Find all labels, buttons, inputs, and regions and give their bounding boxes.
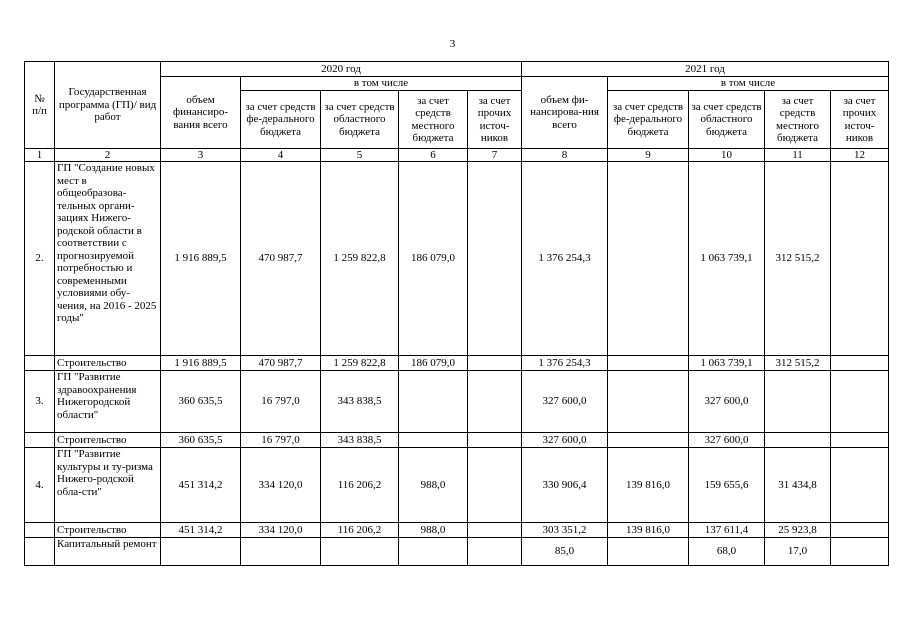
value-cell: 327 600,0 xyxy=(522,433,608,448)
value-cell xyxy=(608,356,689,371)
table-row xyxy=(25,523,889,538)
header-federal-2021: за счет средств фе-дерального бюджета xyxy=(608,91,689,149)
value-cell xyxy=(608,162,689,356)
column-number: 3 xyxy=(161,149,241,162)
value-cell: 312 515,2 xyxy=(765,162,831,356)
header-regional-2020: за счет средств областного бюджета xyxy=(321,91,399,149)
value-cell xyxy=(468,162,522,356)
page-number: 3 xyxy=(449,38,456,50)
value-cell: 312 515,2 xyxy=(765,356,831,371)
value-cell xyxy=(468,523,522,538)
table-row xyxy=(25,356,889,371)
value-cell: 139 816,0 xyxy=(608,448,689,523)
table-row xyxy=(25,162,889,356)
value-cell: 116 206,2 xyxy=(321,523,399,538)
value-cell: 470 987,7 xyxy=(241,356,321,371)
table-row xyxy=(25,371,889,433)
value-cell: 303 351,2 xyxy=(522,523,608,538)
value-cell: 360 635,5 xyxy=(161,433,241,448)
value-cell: 159 655,6 xyxy=(689,448,765,523)
value-cell xyxy=(831,162,889,356)
column-number: 5 xyxy=(321,149,399,162)
value-cell: 451 314,2 xyxy=(161,448,241,523)
table-row xyxy=(25,538,889,566)
value-cell xyxy=(161,538,241,566)
value-cell xyxy=(399,371,468,433)
row-index xyxy=(25,538,55,566)
value-cell: 186 079,0 xyxy=(399,162,468,356)
value-cell: 16 797,0 xyxy=(241,371,321,433)
value-cell: 327 600,0 xyxy=(522,371,608,433)
value-cell: 334 120,0 xyxy=(241,523,321,538)
value-cell: 1 916 889,5 xyxy=(161,356,241,371)
value-cell xyxy=(765,371,831,433)
header-local-2021: за счет средств местного бюджета xyxy=(765,91,831,149)
value-cell xyxy=(831,523,889,538)
row-index: 2. xyxy=(25,162,55,356)
value-cell xyxy=(399,538,468,566)
value-cell: 1 376 254,3 xyxy=(522,162,608,356)
row-name: Строительство xyxy=(55,356,161,371)
value-cell xyxy=(468,433,522,448)
value-cell: 327 600,0 xyxy=(689,433,765,448)
row-name: Строительство xyxy=(55,523,161,538)
header-total-2020: объем финансиро-вания всего xyxy=(161,77,241,149)
header-year-2021: 2021 год xyxy=(522,62,889,77)
header-year-2020: 2020 год xyxy=(161,62,522,77)
value-cell: 186 079,0 xyxy=(399,356,468,371)
header-total-2021: объем фи-нансирова-ния всего xyxy=(522,77,608,149)
value-cell xyxy=(608,371,689,433)
value-cell: 85,0 xyxy=(522,538,608,566)
column-number: 6 xyxy=(399,149,468,162)
header-including-2021: в том числе xyxy=(608,77,889,91)
column-number: 7 xyxy=(468,149,522,162)
row-index: 3. xyxy=(25,371,55,433)
value-cell: 330 906,4 xyxy=(522,448,608,523)
value-cell: 988,0 xyxy=(399,523,468,538)
row-name: Капитальный ремонт xyxy=(55,538,161,566)
value-cell xyxy=(831,433,889,448)
column-number: 9 xyxy=(608,149,689,162)
table-row xyxy=(25,448,889,523)
value-cell: 334 120,0 xyxy=(241,448,321,523)
row-index xyxy=(25,523,55,538)
header-including-2020: в том числе xyxy=(241,77,522,91)
value-cell xyxy=(831,371,889,433)
value-cell: 343 838,5 xyxy=(321,433,399,448)
value-cell: 139 816,0 xyxy=(608,523,689,538)
value-cell xyxy=(831,356,889,371)
header-regional-2021: за счет средств областного бюджета xyxy=(689,91,765,149)
header-num: № п/п xyxy=(25,62,55,149)
column-number: 1 xyxy=(25,149,55,162)
value-cell: 137 611,4 xyxy=(689,523,765,538)
row-index xyxy=(25,356,55,371)
header-other-2021: за счет прочих источ-ников xyxy=(831,91,889,149)
header-program: Государственная программа (ГП)/ вид работ xyxy=(55,62,161,149)
column-number: 10 xyxy=(689,149,765,162)
value-cell: 25 923,8 xyxy=(765,523,831,538)
row-index xyxy=(25,433,55,448)
column-number: 8 xyxy=(522,149,608,162)
column-number: 12 xyxy=(831,149,889,162)
column-numbers-row xyxy=(25,149,889,162)
value-cell xyxy=(241,538,321,566)
value-cell: 1 063 739,1 xyxy=(689,356,765,371)
value-cell: 1 259 822,8 xyxy=(321,162,399,356)
column-number: 2 xyxy=(55,149,161,162)
value-cell: 17,0 xyxy=(765,538,831,566)
column-number: 11 xyxy=(765,149,831,162)
row-name: ГП "Развитие культуры и ту-ризма Нижего-родской обла-сти" xyxy=(55,448,161,523)
value-cell xyxy=(468,356,522,371)
value-cell: 470 987,7 xyxy=(241,162,321,356)
value-cell: 68,0 xyxy=(689,538,765,566)
value-cell xyxy=(831,538,889,566)
table-row xyxy=(25,433,889,448)
row-name: Строительство xyxy=(55,433,161,448)
value-cell: 988,0 xyxy=(399,448,468,523)
financing-table xyxy=(24,61,889,566)
header-federal-2020: за счет средств фе-дерального бюджета xyxy=(241,91,321,149)
row-name: ГП "Создание новых мест в общеобразова-тельных органи-зациях Нижего-родской области в соответствии с прогнозируемой потребностью и современными условиями обу-чения, на 2016 - 2025 годы" xyxy=(55,162,161,356)
row-index: 4. xyxy=(25,448,55,523)
value-cell: 16 797,0 xyxy=(241,433,321,448)
value-cell: 451 314,2 xyxy=(161,523,241,538)
value-cell: 327 600,0 xyxy=(689,371,765,433)
value-cell xyxy=(468,538,522,566)
value-cell: 1 063 739,1 xyxy=(689,162,765,356)
value-cell: 1 916 889,5 xyxy=(161,162,241,356)
value-cell xyxy=(399,433,468,448)
header-local-2020: за счет средств местного бюджета xyxy=(399,91,468,149)
value-cell: 1 376 254,3 xyxy=(522,356,608,371)
value-cell xyxy=(608,433,689,448)
column-number: 4 xyxy=(241,149,321,162)
value-cell xyxy=(321,538,399,566)
value-cell: 31 434,8 xyxy=(765,448,831,523)
value-cell xyxy=(468,371,522,433)
value-cell: 1 259 822,8 xyxy=(321,356,399,371)
value-cell xyxy=(468,448,522,523)
value-cell xyxy=(831,448,889,523)
header-other-2020: за счет прочих источ-ников xyxy=(468,91,522,149)
value-cell: 343 838,5 xyxy=(321,371,399,433)
value-cell: 360 635,5 xyxy=(161,371,241,433)
row-name: ГП "Развитие здравоохранения Нижегородской области" xyxy=(55,371,161,433)
value-cell xyxy=(608,538,689,566)
value-cell xyxy=(765,433,831,448)
value-cell: 116 206,2 xyxy=(321,448,399,523)
